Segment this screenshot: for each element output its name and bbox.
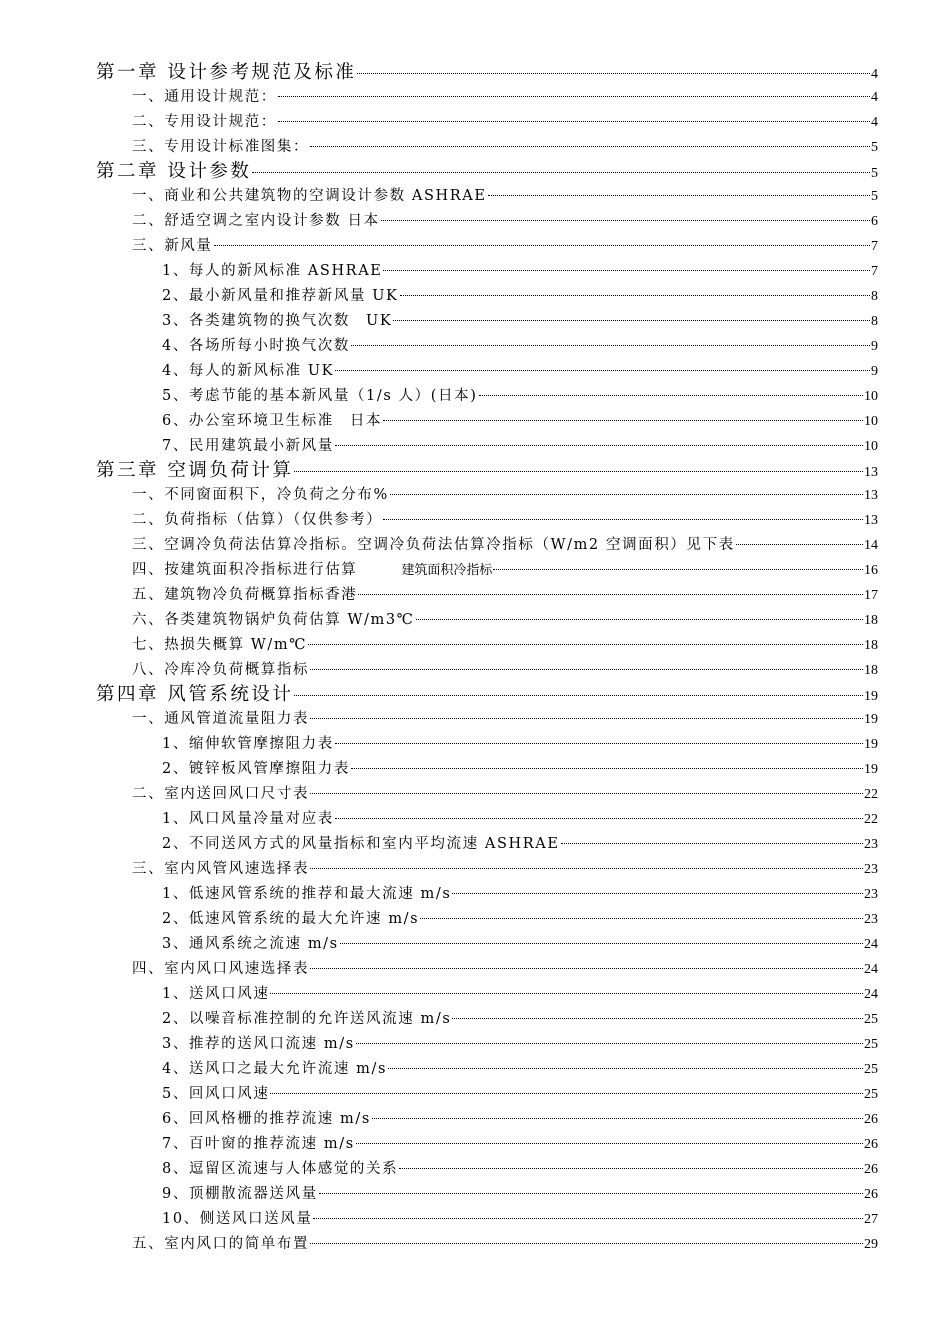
toc-section-entry[interactable]: [96, 1157, 878, 1182]
toc-entry-title-text: 四、室内风口风速选择表: [132, 961, 310, 977]
dot-leader: [381, 220, 870, 221]
toc-entry-title: [132, 483, 389, 508]
dot-leader: [390, 494, 863, 495]
toc-section-entry[interactable]: [96, 608, 878, 633]
toc-entry-title: [132, 533, 735, 558]
dot-leader: [308, 644, 863, 645]
toc-page-number: 24: [864, 937, 878, 952]
dot-leader: [479, 395, 864, 396]
toc-page-number: 26: [864, 1112, 878, 1127]
toc-entry-title: [132, 782, 309, 807]
toc-entry-title: [162, 932, 339, 957]
toc-entry-title-text: 四、按建筑面积冷指标进行估算: [132, 562, 358, 578]
toc-page-number: 19: [864, 737, 878, 752]
dot-leader: [383, 519, 863, 520]
dot-leader: [278, 96, 870, 97]
dot-leader: [294, 695, 863, 696]
dot-leader: [310, 868, 863, 869]
toc-entry-title-text: 三、新风量: [132, 238, 213, 254]
toc-entry-title-text: 1、缩伸软管摩擦阻力表: [162, 736, 334, 752]
toc-entry-title-text: 7、百叶窗的推荐流速 m/s: [162, 1136, 355, 1152]
toc-entry-title-text: 6、办公室环境卫生标准 日本: [162, 413, 383, 429]
toc-entry-title: [96, 683, 293, 707]
toc-entry-title: [132, 135, 309, 160]
toc-section-entry[interactable]: [96, 234, 878, 259]
toc-entry-title-text: 3、通风系统之流速 m/s: [162, 936, 339, 952]
toc-entry-title: [162, 384, 478, 409]
toc-entry-title: [162, 907, 419, 932]
toc-page-number: 13: [864, 465, 878, 480]
toc-page-number: 22: [864, 787, 878, 802]
toc-entry-title: [162, 259, 382, 284]
toc-section-entry[interactable]: [96, 782, 878, 807]
toc-entry-title: [162, 1157, 398, 1182]
dot-leader: [383, 270, 870, 271]
dot-leader: [416, 619, 864, 620]
toc-entry-title: [162, 757, 350, 782]
toc-entry-title: [132, 558, 492, 583]
dot-leader: [310, 968, 863, 969]
toc-section-entry[interactable]: [96, 409, 878, 434]
toc-entry-title-text: 4、各场所每小时换气次数: [162, 338, 350, 354]
toc-page-number: 25: [864, 1012, 878, 1027]
dot-leader: [388, 1068, 863, 1069]
toc-entry-title-text: 4、送风口之最大允许流速 m/s: [162, 1061, 388, 1077]
toc-entry-title-text: 1、风口风量冷量对应表: [162, 811, 334, 827]
toc-entry-title-text: 3、推荐的送风口流速 m/s: [162, 1036, 355, 1052]
toc-page-number: 29: [864, 1237, 878, 1252]
toc-page-number: 9: [871, 339, 878, 354]
toc-page-number: 18: [864, 663, 878, 678]
toc-entry-title-text: 5、回风口风速: [162, 1086, 270, 1102]
toc-entry-title: [132, 658, 309, 683]
toc-section-entry[interactable]: [96, 957, 878, 982]
toc-section-entry[interactable]: [96, 1182, 878, 1207]
toc-section-entry[interactable]: [96, 259, 878, 284]
toc-page-number: 19: [864, 712, 878, 727]
toc-entry-title-text: 一、通用设计规范：: [132, 89, 277, 105]
toc-entry-title: [162, 1132, 355, 1157]
toc-page-number: 22: [864, 812, 878, 827]
dot-leader: [270, 993, 863, 994]
toc-page-number: 5: [871, 166, 878, 181]
dot-leader: [310, 669, 863, 670]
toc-entry-title-text: 2、低速风管系统的最大允许速 m/s: [162, 911, 420, 927]
toc-entry-title: [132, 608, 415, 633]
toc-section-entry[interactable]: [96, 658, 878, 683]
toc-page-number: 16: [864, 563, 878, 578]
toc-entry-title-text: 二、负荷指标（估算）（仅供参考）: [132, 512, 383, 528]
toc-page-number: 13: [864, 513, 878, 528]
toc-entry-title-text: 5、考虑节能的基本新风量（1/s 人）(日本): [162, 388, 478, 404]
toc-page-number: 7: [871, 239, 878, 254]
toc-entry-title-text: 2、镀锌板风管摩擦阻力表: [162, 761, 350, 777]
toc-section-entry[interactable]: [96, 633, 878, 658]
toc-section-entry[interactable]: [96, 857, 878, 882]
toc-section-entry[interactable]: [96, 1232, 878, 1257]
toc-entry-title-text: 一、商业和公共建筑物的空调设计参数 ASHRAE: [132, 188, 487, 204]
toc-page-number: 23: [864, 862, 878, 877]
toc-entry-title: [162, 807, 334, 832]
toc-entry-title: [162, 1182, 318, 1207]
toc-entry-title-text: 五、建筑物冷负荷概算指标香港: [132, 587, 358, 603]
toc-entry-title-text: 第三章 空调负荷计算: [96, 460, 294, 481]
toc-section-entry[interactable]: [96, 1207, 878, 1232]
toc-page-number: 9: [871, 364, 878, 379]
dot-leader: [313, 1218, 863, 1219]
toc-chapter-entry[interactable]: [96, 160, 878, 184]
toc-page-number: 13: [864, 488, 878, 503]
toc-page-number: 24: [864, 962, 878, 977]
dot-leader: [356, 1143, 863, 1144]
toc-page-number: 26: [864, 1187, 878, 1202]
toc-entry-title-text: 第四章 风管系统设计: [96, 684, 294, 705]
toc-section-entry[interactable]: [96, 1057, 878, 1082]
toc-entry-title-text: 六、各类建筑物锅炉负荷估算 W/m3℃: [132, 612, 415, 628]
toc-page-number: 8: [871, 314, 878, 329]
toc-entry-title: [162, 434, 334, 459]
toc-entry-title-text: 一、通风管道流量阻力表: [132, 711, 310, 727]
toc-entry-title-text: 第二章 设计参数: [96, 161, 252, 182]
toc-entry-title-text: 2、最小新风量和推荐新风量 UK: [162, 288, 399, 304]
toc-entry-title: [96, 160, 251, 184]
toc-entry-title: [162, 409, 382, 434]
toc-page-number: 19: [864, 762, 878, 777]
toc-entry-title-text: 二、舒适空调之室内设计参数 日本: [132, 213, 380, 229]
table-of-contents: [96, 61, 878, 1257]
toc-section-entry[interactable]: [96, 434, 878, 459]
toc-entry-title-text: 1、低速风管系统的推荐和最大流速 m/s: [162, 886, 452, 902]
dot-leader: [335, 445, 863, 446]
toc-section-entry[interactable]: [96, 284, 878, 309]
toc-entry-title: [132, 184, 487, 209]
toc-page-number: 23: [864, 912, 878, 927]
toc-entry-title: [162, 1007, 451, 1032]
toc-page-number: 23: [864, 837, 878, 852]
toc-section-entry[interactable]: [96, 583, 878, 608]
dot-leader: [351, 345, 870, 346]
toc-entry-title: [162, 1057, 387, 1082]
toc-entry-title-text: 1、每人的新风标准 ASHRAE: [162, 263, 383, 279]
toc-section-entry[interactable]: [96, 882, 878, 907]
dot-leader: [420, 918, 863, 919]
dot-leader: [488, 195, 870, 196]
toc-page-number: 23: [864, 887, 878, 902]
toc-section-entry[interactable]: [96, 807, 878, 832]
toc-entry-subtitle: 建筑面积冷指标: [401, 563, 493, 578]
toc-entry-title-text: 2、不同送风方式的风量指标和室内平均流速 ASHRAE: [162, 836, 560, 852]
toc-page-number: 27: [864, 1212, 878, 1227]
dot-leader: [310, 1243, 863, 1244]
toc-entry-title: [132, 209, 380, 234]
toc-section-entry[interactable]: [96, 757, 878, 782]
toc-section-entry[interactable]: [96, 533, 878, 558]
toc-entry-title: [162, 284, 399, 309]
toc-page-number: 5: [871, 140, 878, 155]
toc-page-number: 26: [864, 1162, 878, 1177]
toc-page-number: 10: [864, 389, 878, 404]
toc-entry-title-text: 2、以噪音标准控制的允许送风流速 m/s: [162, 1011, 452, 1027]
toc-entry-title-text: 三、专用设计标准图集：: [132, 139, 310, 155]
dot-leader: [319, 1193, 863, 1194]
dot-leader: [335, 370, 870, 371]
toc-entry-title: [162, 359, 334, 384]
toc-section-entry[interactable]: [96, 732, 878, 757]
toc-entry-title: [132, 508, 382, 533]
toc-entry-title-text: 八、冷库冷负荷概算指标: [132, 662, 310, 678]
toc-page-number: 4: [871, 115, 878, 130]
toc-entry-title-text: 9、顶棚散流器送风量: [162, 1186, 318, 1202]
toc-entry-title-text: 7、民用建筑最小新风量: [162, 438, 334, 454]
toc-section-entry[interactable]: [96, 334, 878, 359]
toc-page-number: 14: [864, 538, 878, 553]
toc-page-number: 24: [864, 987, 878, 1002]
toc-entry-title: [132, 633, 307, 658]
toc-page-number: 26: [864, 1137, 878, 1152]
toc-entry-title: [162, 1207, 312, 1232]
toc-entry-title: [132, 234, 213, 259]
toc-entry-title: [162, 982, 269, 1007]
toc-page-number: 10: [864, 414, 878, 429]
toc-entry-title-text: 10、侧送风口送风量: [162, 1211, 313, 1227]
toc-entry-title-text: 8、逗留区流速与人体感觉的关系: [162, 1161, 399, 1177]
toc-page-number: 25: [864, 1037, 878, 1052]
dot-leader: [383, 420, 863, 421]
toc-section-entry[interactable]: [96, 483, 878, 508]
dot-leader: [294, 471, 863, 472]
dot-leader: [356, 1043, 863, 1044]
toc-section-entry[interactable]: [96, 707, 878, 732]
toc-entry-title-text: 6、回风格栅的推荐流速 m/s: [162, 1111, 371, 1127]
toc-section-entry[interactable]: [96, 85, 878, 110]
toc-entry-title: [162, 334, 350, 359]
toc-page-number: 4: [871, 90, 878, 105]
toc-entry-title: [162, 1032, 355, 1057]
toc-page-number: 8: [871, 289, 878, 304]
toc-entry-title: [132, 957, 309, 982]
toc-section-entry[interactable]: [96, 1082, 878, 1107]
dot-leader: [335, 818, 863, 819]
toc-entry-title-text: 三、室内风管风速选择表: [132, 861, 310, 877]
dot-leader: [214, 245, 871, 246]
toc-chapter-entry[interactable]: [96, 459, 878, 483]
toc-page-number: 25: [864, 1062, 878, 1077]
toc-entry-title: [162, 1107, 371, 1132]
toc-section-entry[interactable]: [96, 907, 878, 932]
toc-section-entry[interactable]: [96, 110, 878, 135]
dot-leader: [351, 768, 863, 769]
toc-entry-title-text: 二、室内送回风口尺寸表: [132, 786, 310, 802]
toc-page-number: 10: [864, 439, 878, 454]
dot-leader: [400, 295, 871, 296]
toc-section-entry[interactable]: [96, 1007, 878, 1032]
dot-leader: [358, 594, 863, 595]
toc-entry-title-text: 七、热损失概算 W/m℃: [132, 637, 308, 653]
dot-leader: [310, 718, 863, 719]
toc-entry-title: [132, 857, 309, 882]
toc-section-entry[interactable]: [96, 209, 878, 234]
dot-leader: [393, 320, 870, 321]
toc-section-entry[interactable]: [96, 508, 878, 533]
toc-entry-title: [132, 1232, 309, 1257]
dot-leader: [270, 1093, 863, 1094]
dot-leader: [340, 943, 863, 944]
toc-entry-title: [132, 110, 277, 135]
dot-leader: [452, 1018, 863, 1019]
dot-leader: [310, 146, 870, 147]
dot-leader: [561, 843, 863, 844]
toc-page-number: 6: [871, 214, 878, 229]
dot-leader: [252, 172, 870, 173]
toc-section-entry[interactable]: [96, 309, 878, 334]
dot-leader: [452, 893, 863, 894]
toc-section-entry[interactable]: [96, 982, 878, 1007]
toc-section-entry[interactable]: [96, 932, 878, 957]
toc-entry-title-text: 4、每人的新风标准 UK: [162, 363, 335, 379]
toc-section-entry[interactable]: [96, 1107, 878, 1132]
toc-section-entry[interactable]: [96, 359, 878, 384]
dot-leader: [278, 121, 870, 122]
toc-entry-title-text: 二、专用设计规范：: [132, 114, 277, 130]
toc-entry-title: [162, 1082, 269, 1107]
toc-entry-title-text: 3、各类建筑物的换气次数 UK: [162, 313, 393, 329]
toc-page-number: 25: [864, 1087, 878, 1102]
toc-entry-title: [162, 882, 451, 907]
toc-section-entry[interactable]: [96, 184, 878, 209]
toc-section-entry[interactable]: [96, 558, 878, 583]
toc-section-entry[interactable]: [96, 832, 878, 857]
toc-page-number: 5: [871, 189, 878, 204]
toc-entry-title: [96, 459, 293, 483]
toc-entry-title: [132, 85, 277, 110]
toc-entry-title: [132, 583, 357, 608]
dot-leader: [357, 73, 870, 74]
dot-leader: [493, 569, 863, 570]
toc-entry-title: [132, 707, 309, 732]
toc-chapter-entry[interactable]: [96, 683, 878, 707]
toc-page-number: 18: [864, 613, 878, 628]
dot-leader: [399, 1168, 863, 1169]
toc-chapter-entry[interactable]: [96, 61, 878, 85]
dot-leader: [310, 793, 863, 794]
toc-entry-title: [162, 832, 560, 857]
toc-entry-title: [162, 309, 392, 334]
toc-page-number: 7: [871, 264, 878, 279]
toc-section-entry[interactable]: [96, 135, 878, 160]
toc-entry-title-text: 第一章 设计参考规范及标准: [96, 62, 357, 83]
toc-page-number: 17: [864, 588, 878, 603]
toc-entry-title-text: 三、空调冷负荷法估算冷指标。空调冷负荷法估算冷指标（W/m2 空调面积）见下表: [132, 537, 735, 553]
toc-page-number: 4: [871, 67, 878, 82]
toc-section-entry[interactable]: [96, 1132, 878, 1157]
toc-entry-title-text: 1、送风口风速: [162, 986, 270, 1002]
toc-entry-title-text: 五、室内风口的简单布置: [132, 1236, 310, 1252]
toc-section-entry[interactable]: [96, 384, 878, 409]
toc-page-number: 18: [864, 638, 878, 653]
toc-entry-title-text: 一、不同窗面积下，冷负荷之分布%: [132, 487, 389, 503]
toc-section-entry[interactable]: [96, 1032, 878, 1057]
toc-page-number: 19: [864, 689, 878, 704]
toc-entry-title: [162, 732, 334, 757]
dot-leader: [736, 544, 863, 545]
dot-leader: [335, 743, 863, 744]
toc-entry-title: [96, 61, 356, 85]
dot-leader: [372, 1118, 863, 1119]
